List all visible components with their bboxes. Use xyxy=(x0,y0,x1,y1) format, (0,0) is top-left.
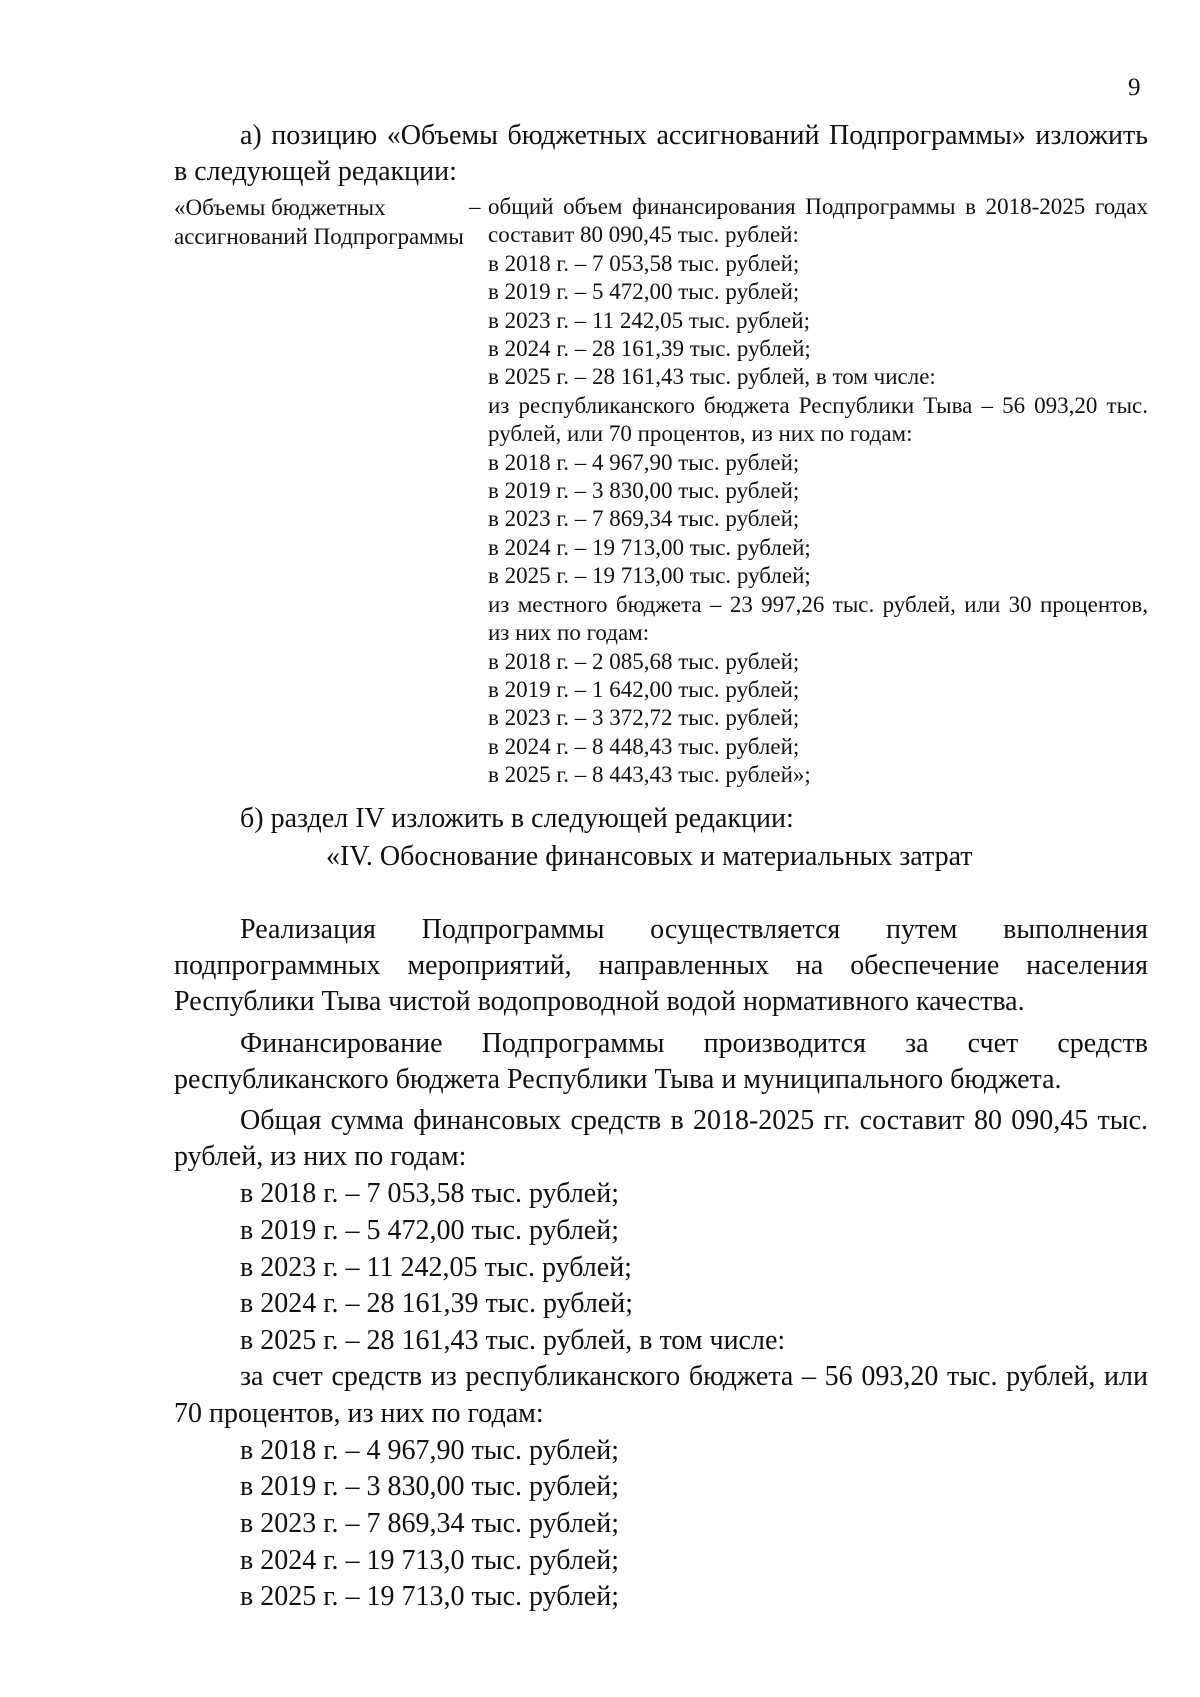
list-item: в 2023 г. – 11 242,05 тыс. рублей; xyxy=(240,1251,632,1283)
passport-funding-block xyxy=(488,193,1148,790)
list-item: в 2024 г. – 19 713,0 тыс. рублей; xyxy=(240,1544,619,1576)
passport-line: в 2023 г. – 3 372,72 тыс. рублей; xyxy=(488,705,800,731)
passport-left-label: «Объемы бюджетных ассигнований Подпрограммы xyxy=(174,195,464,249)
body-paragraph: Реализация Подпрограммы осуществляется путем выполнения подпрограммных мероприятий, направленных на обеспечение населения Республики Тыва чистой водопроводной водой нормативного качества. xyxy=(174,914,1148,1018)
page-number: 9 xyxy=(1128,74,1141,101)
list-item: в 2019 г. – 5 472,00 тыс. рублей; xyxy=(240,1215,619,1247)
item-b-paragraph: б) раздел IV изложить в следующей редакции: xyxy=(240,803,794,834)
passport-line: в 2025 г. – 19 713,00 тыс. рублей; xyxy=(488,563,811,589)
list-item: в 2018 г. – 4 967,90 тыс. рублей; xyxy=(240,1434,619,1466)
passport-line: в 2018 г. – 2 085,68 тыс. рублей; xyxy=(488,648,800,674)
passport-line: в 2025 г. – 28 161,43 тыс. рублей, в том числе: xyxy=(488,364,936,390)
passport-line: общий объем финансирования Подпрограммы в 2018-2025 годах составит 80 090,45 тыс. рублей: xyxy=(488,194,1148,248)
body-paragraph: за счет средств из республиканского бюджета – 56 093,20 тыс. рублей, или 70 процентов, из них по годам: xyxy=(174,1361,1148,1429)
passport-line: в 2018 г. – 4 967,90 тыс. рублей; xyxy=(488,449,800,475)
total-years-list xyxy=(174,1176,1148,1359)
list-item: в 2025 г. – 28 161,43 тыс. рублей, в том числе: xyxy=(240,1324,786,1356)
list-item: в 2023 г. – 7 869,34 тыс. рублей; xyxy=(240,1507,619,1539)
passport-line: в 2019 г. – 1 642,00 тыс. рублей; xyxy=(488,676,800,702)
passport-line: в 2024 г. – 8 448,43 тыс. рублей; xyxy=(488,733,800,759)
passport-line: в 2024 г. – 28 161,39 тыс. рублей; xyxy=(488,336,811,362)
passport-line: из республиканского бюджета Республики Тыва – 56 093,20 тыс. рублей, или 70 процентов, из них по годам: xyxy=(488,392,1148,447)
passport-line: из местного бюджета – 23 997,26 тыс. рублей, или 30 процентов, из них по годам: xyxy=(488,591,1148,646)
passport-line: в 2024 г. – 19 713,00 тыс. рублей; xyxy=(488,534,811,560)
republic-years-list xyxy=(174,1433,1148,1616)
passport-dash: – xyxy=(469,194,481,219)
passport-line: в 2023 г. – 11 242,05 тыс. рублей; xyxy=(488,307,810,333)
section-heading: «IV. Обоснование финансовых и материальных затрат xyxy=(326,841,973,872)
list-item: в 2019 г. – 3 830,00 тыс. рублей; xyxy=(240,1471,619,1503)
passport-line: в 2025 г. – 8 443,43 тыс. рублей»; xyxy=(488,762,811,788)
passport-line: в 2019 г. – 5 472,00 тыс. рублей; xyxy=(488,279,800,305)
list-item: в 2018 г. – 7 053,58 тыс. рублей; xyxy=(240,1178,619,1210)
item-a-text: а) позицию «Объемы бюджетных ассигнований Подпрограммы» изложить в следующей редакции: xyxy=(174,120,1148,187)
list-item: в 2024 г. – 28 161,39 тыс. рублей; xyxy=(240,1288,633,1320)
list-item: в 2025 г. – 19 713,0 тыс. рублей; xyxy=(240,1581,619,1613)
passport-line: в 2023 г. – 7 869,34 тыс. рублей; xyxy=(488,506,800,532)
body-paragraph: Финансирование Подпрограммы производится за счет средств республиканского бюджета Республики Тыва и муниципального бюджета. xyxy=(174,1027,1148,1095)
passport-line: в 2018 г. – 7 053,58 тыс. рублей; xyxy=(488,250,800,276)
item-a-paragraph xyxy=(174,118,1148,190)
section-body xyxy=(174,912,1148,1616)
body-paragraph: Общая сумма финансовых средств в 2018-2025 гг. составит 80 090,45 тыс. рублей, из них по годам: xyxy=(174,1105,1148,1173)
passport-line: в 2019 г. – 3 830,00 тыс. рублей; xyxy=(488,478,800,504)
